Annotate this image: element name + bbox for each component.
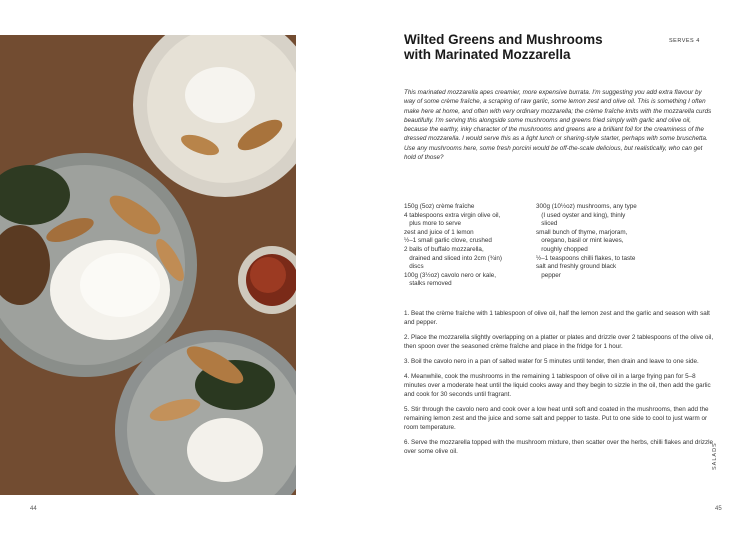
ingredient-line: discs [404,263,424,271]
method-step: 3. Boil the cavolo nero in a pan of salted water for 5 minutes until tender, then drain and leave to one side. [404,358,699,365]
method-steps [404,309,716,462]
ingredient-line: 300g (10½oz) mushrooms, any type [536,203,637,210]
recipe-intro: This marinated mozzarella apes creamier, more expensive burrata. I'm suggesting you add extra flavour by way of some crème fraîche, a scraping of raw garlic, some lemon zest and olive oil. This is something I often make here at home, and often with very ordinary mozzarella; the crème fraîche knits with the mozzarella curds beautifully. I'm serving this alongside some mushrooms and greens fried simply with garlic and olive oil, because the earthy, inky character of the mushrooms and greens are a brilliant foil for the creaminess of the dressed mozzarella. I would serve this as a light lunch or sharing-style starter, perhaps with some bruschetta. Use any mushrooms here, some fresh porcini would be off-the-scale delicious, but realistically, who can get hold of those? [404,89,712,162]
ingredient-line: 2 balls of buffalo mozzarella, [404,245,484,253]
ingredient-line: small bunch of thyme, marjoram, [536,228,628,236]
ingredient-line: ½–1 small garlic clove, crushed [404,237,492,245]
ingredient-line: salt and freshly ground black [536,263,617,271]
ingredient-line: stalks removed [404,280,452,288]
ingredient-line: pepper [536,271,561,279]
ingredient-line: 150g (5oz) crème fraîche [404,203,475,210]
ingredient-line: sliced [536,220,558,228]
method-step: 4. Meanwhile, cook the mushrooms in the remaining 1 tablespoon of olive oil in a large frying pan for 5–8 minutes over a moderate heat until the liquid cooks away and they begin to sizzle in the oil, then add the garlic and cook for 30 seconds until fragrant. [404,373,711,398]
ingredient-line: zest and juice of 1 lemon [404,228,474,236]
page-number-left: 44 [30,506,37,512]
food-photo [0,35,296,495]
page-number-right: 45 [715,506,722,512]
ingredient-line: oregano, basil or mint leaves, [536,237,624,245]
ingredient-line: (I used oyster and king), thinly [536,211,626,219]
ingredients-right-column [536,203,661,280]
ingredients-left-column [404,203,534,289]
recipe-title: Wilted Greens and Mushrooms with Marinated Mozzarella [404,32,603,62]
ingredient-line: plus more to serve [404,220,462,228]
ingredient-line: roughly chopped [536,245,588,253]
ingredient-line: drained and sliced into 2cm (¾in) [404,254,503,262]
method-step: 5. Stir through the cavolo nero and cook over a low heat until soft and coated in the mushrooms, then add the remaining lemon zest and the juice and some salt and pepper to taste. Put to one side to cool to just warm or room temperature. [404,406,709,431]
serves-label: SERVES 4 [669,38,700,44]
section-label: SALADS [712,442,718,470]
ingredient-line: 4 tablespoons extra virgin olive oil, [404,211,501,219]
food-photo-illustration [0,35,296,495]
method-step: 2. Place the mozzarella slightly overlapping on a platter or plates and drizzle over 2 tablespoons of the olive oil, then spoon over the seasoned crème fraîche and place in the fridge for 1 hour. [404,334,714,350]
method-step: 1. Beat the crème fraîche with 1 tablespoon of olive oil, half the lemon zest and the garlic and season with salt and pepper. [404,310,710,326]
ingredient-line: ½–1 teaspoons chilli flakes, to taste [536,254,636,262]
method-step: 6. Serve the mozzarella topped with the mushroom mixture, then scatter over the herbs, chilli flakes and drizzle over some olive oil. [404,439,714,455]
ingredient-line: 100g (3½oz) cavolo nero or kale, [404,271,497,279]
